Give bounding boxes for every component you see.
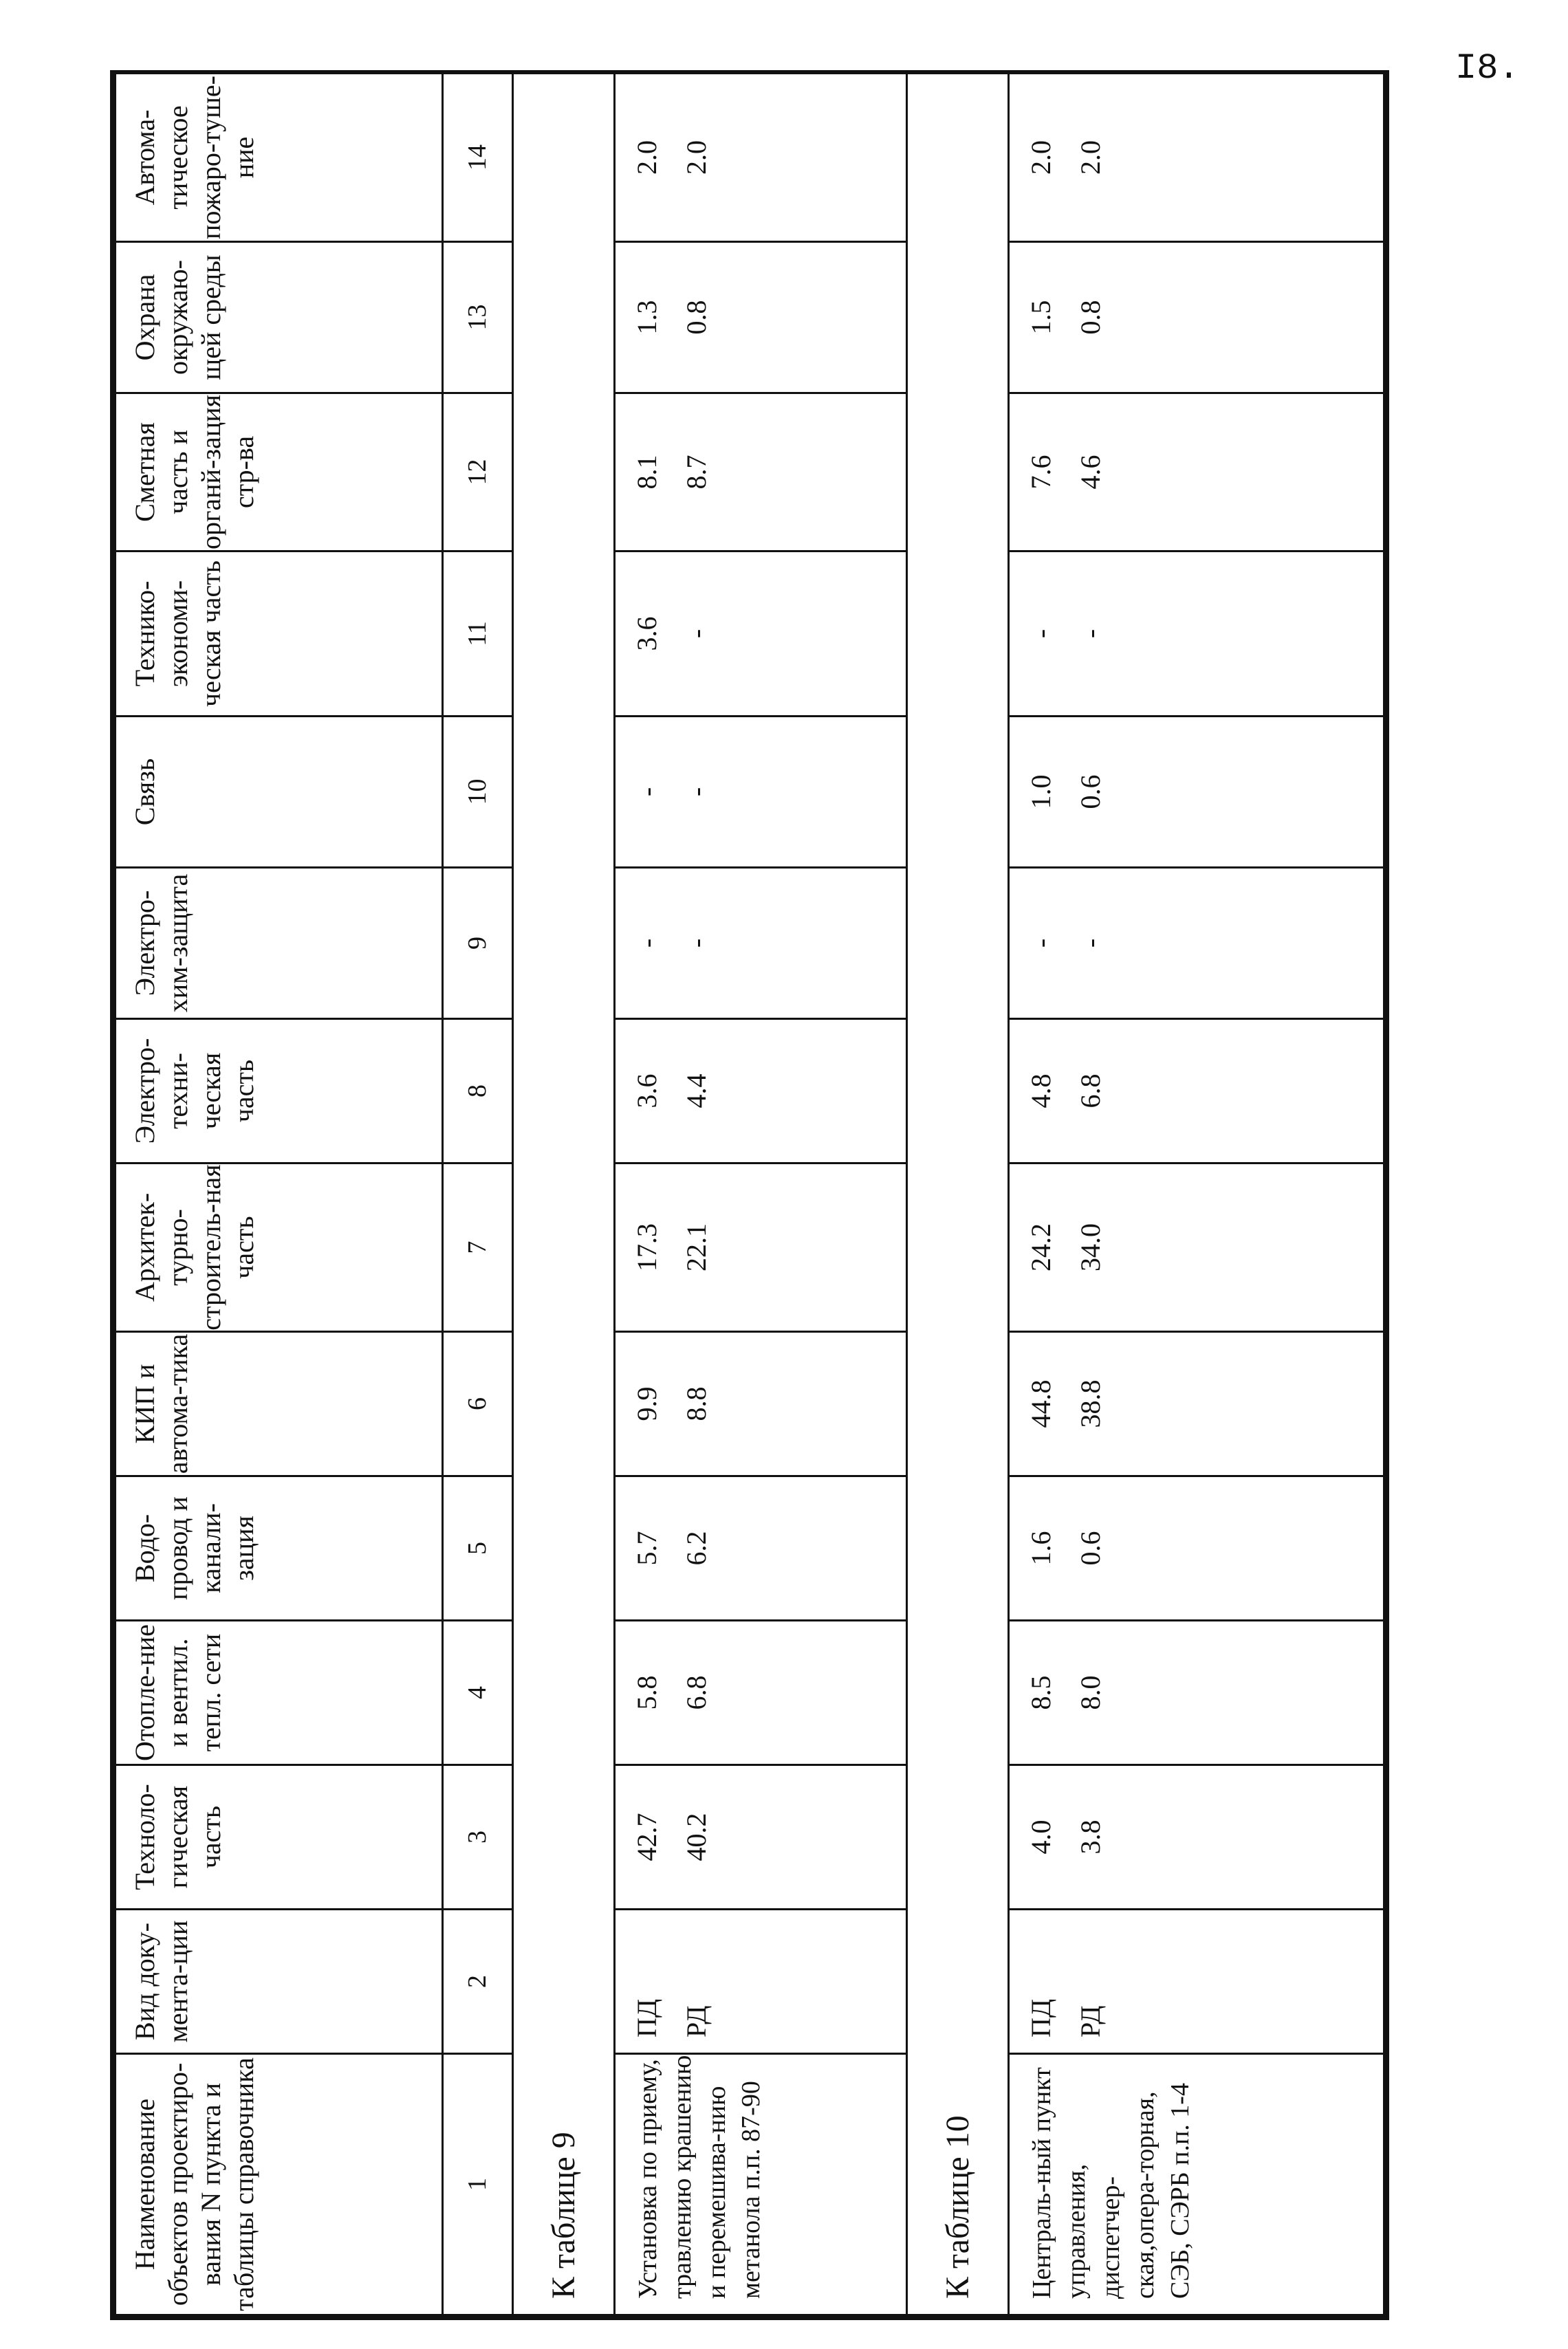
value: 5.8 — [631, 1675, 662, 1710]
value: 3.6 — [631, 616, 662, 651]
value: 9.9 — [631, 1386, 662, 1421]
column-number: 13 — [443, 242, 513, 393]
value: 2.0 — [681, 140, 712, 175]
object-name: Централь-ный пункт управления, диспетчер-ская,опера-торная, СЭБ, СЭРБ п.п. 1-4 — [1009, 2054, 1384, 2315]
page-number: I8. — [1455, 48, 1520, 89]
value-cell — [615, 242, 907, 393]
doc-type: ПД — [1025, 1998, 1056, 2037]
column-number: 3 — [443, 1765, 513, 1910]
section-row — [513, 74, 615, 2315]
value: 17.3 — [631, 1223, 662, 1271]
value: 4.8 — [1025, 1073, 1056, 1108]
value-cell — [615, 717, 907, 868]
value: 42.7 — [631, 1813, 662, 1861]
value-cell — [615, 393, 907, 551]
column-number: 6 — [443, 1332, 513, 1476]
value-cell — [1009, 242, 1384, 393]
value: - — [1025, 938, 1056, 948]
value: 40.2 — [681, 1813, 712, 1861]
value-cell — [1009, 1332, 1384, 1476]
value: 6.8 — [1075, 1073, 1106, 1108]
doc-type: РД — [1075, 2005, 1106, 2037]
column-number: 12 — [443, 393, 513, 551]
column-number: 9 — [443, 868, 513, 1019]
column-header: Отопле-ние и вентил. тепл. сети — [116, 1621, 443, 1765]
value: - — [1075, 938, 1106, 948]
value: 8.0 — [1075, 1675, 1106, 1710]
value-cell — [615, 868, 907, 1019]
rotated-table-container — [114, 74, 1385, 2316]
value: 0.6 — [1075, 1531, 1106, 1566]
value: - — [681, 787, 712, 797]
column-header: Автома-тическое пожаро-туше-ние — [116, 74, 443, 242]
doc-type: РД — [681, 2005, 712, 2037]
section-title: К таблице 10 — [907, 74, 1009, 2315]
value: 44.8 — [1025, 1379, 1056, 1428]
column-header: Электро-хим-защита — [116, 868, 443, 1019]
value: 0.8 — [681, 300, 712, 335]
value: - — [631, 787, 662, 797]
value: 24.2 — [1025, 1223, 1056, 1271]
table-row — [1009, 74, 1384, 2315]
value: - — [1075, 629, 1106, 639]
value: 8.1 — [631, 455, 662, 490]
value-cell — [615, 551, 907, 717]
value: 0.8 — [1075, 300, 1106, 335]
column-number: 14 — [443, 74, 513, 242]
column-number-row — [443, 74, 513, 2315]
value: 4.6 — [1075, 455, 1106, 490]
value-cell — [615, 1332, 907, 1476]
value-cell — [1009, 1019, 1384, 1163]
column-number: 11 — [443, 551, 513, 717]
column-header: Связь — [116, 717, 443, 868]
value-cell — [615, 1019, 907, 1163]
labor-distribution-table — [114, 72, 1385, 2316]
value-cell — [615, 1621, 907, 1765]
doc-type: ПД — [631, 1998, 662, 2037]
column-header: Технико-экономи-ческая часть — [116, 551, 443, 717]
column-number: 7 — [443, 1163, 513, 1332]
value: 1.5 — [1025, 300, 1056, 335]
column-header: КИП и автома-тика — [116, 1332, 443, 1476]
value-cell — [1009, 393, 1384, 551]
value-cell — [615, 1163, 907, 1332]
value: - — [631, 938, 662, 948]
header-row — [116, 74, 443, 2315]
value: 1.6 — [1025, 1531, 1056, 1566]
value-cell — [1009, 868, 1384, 1019]
value-cell — [1009, 1476, 1384, 1621]
column-header: Наименование объектов проектиро-вания N пункта и таблицы справочника — [116, 2054, 443, 2315]
value: - — [681, 938, 712, 948]
section-title: К таблице 9 — [513, 74, 615, 2315]
value: 4.4 — [681, 1073, 712, 1108]
value: 5.7 — [631, 1531, 662, 1566]
object-name: Установка по приему, травлению крашению и перемешива-нию метанола п.п. 87-90 — [615, 2054, 907, 2315]
column-number: 10 — [443, 717, 513, 868]
value: 8.7 — [681, 455, 712, 490]
value: 38.8 — [1075, 1379, 1106, 1428]
column-header: Вид доку-мента-ции — [116, 1910, 443, 2054]
value: 22.1 — [681, 1223, 712, 1271]
value-cell — [1009, 717, 1384, 868]
value-cell — [1009, 74, 1384, 242]
value-cell — [615, 1476, 907, 1621]
value: 3.8 — [1075, 1820, 1106, 1855]
table-row — [615, 74, 907, 2315]
column-header: Водо-провод и канали-зация — [116, 1476, 443, 1621]
column-header: Охрана окружаю-щей среды — [116, 242, 443, 393]
doc-type-cell — [615, 1910, 907, 2054]
value: 2.0 — [1075, 140, 1106, 175]
value: - — [1025, 629, 1056, 639]
value: 8.5 — [1025, 1675, 1056, 1710]
value: 3.6 — [631, 1073, 662, 1108]
column-number: 5 — [443, 1476, 513, 1621]
value: 34.0 — [1075, 1223, 1106, 1271]
section-row — [907, 74, 1009, 2315]
document-sheet — [110, 70, 1389, 2320]
value: 6.8 — [681, 1675, 712, 1710]
value-cell — [615, 1765, 907, 1910]
value-cell — [615, 74, 907, 242]
value: 0.6 — [1075, 774, 1106, 809]
value: - — [681, 629, 712, 639]
column-number: 2 — [443, 1910, 513, 2054]
value: 2.0 — [1025, 140, 1056, 175]
value: 2.0 — [631, 140, 662, 175]
value-cell — [1009, 1163, 1384, 1332]
value-cell — [1009, 551, 1384, 717]
value-cell — [1009, 1621, 1384, 1765]
doc-type-cell — [1009, 1910, 1384, 2054]
value: 7.6 — [1025, 455, 1056, 490]
value: 1.0 — [1025, 774, 1056, 809]
column-number: 1 — [443, 2054, 513, 2315]
column-header: Техноло-гическая часть — [116, 1765, 443, 1910]
column-header: Сметная часть и органй-зация стр-ва — [116, 393, 443, 551]
column-header: Электро-техни-ческая часть — [116, 1019, 443, 1163]
column-header: Архитек-турно-строитель-ная часть — [116, 1163, 443, 1332]
value: 4.0 — [1025, 1820, 1056, 1855]
value: 6.2 — [681, 1531, 712, 1566]
column-number: 4 — [443, 1621, 513, 1765]
value: 1.3 — [631, 300, 662, 335]
value: 8.8 — [681, 1386, 712, 1421]
column-number: 8 — [443, 1019, 513, 1163]
value-cell — [1009, 1765, 1384, 1910]
